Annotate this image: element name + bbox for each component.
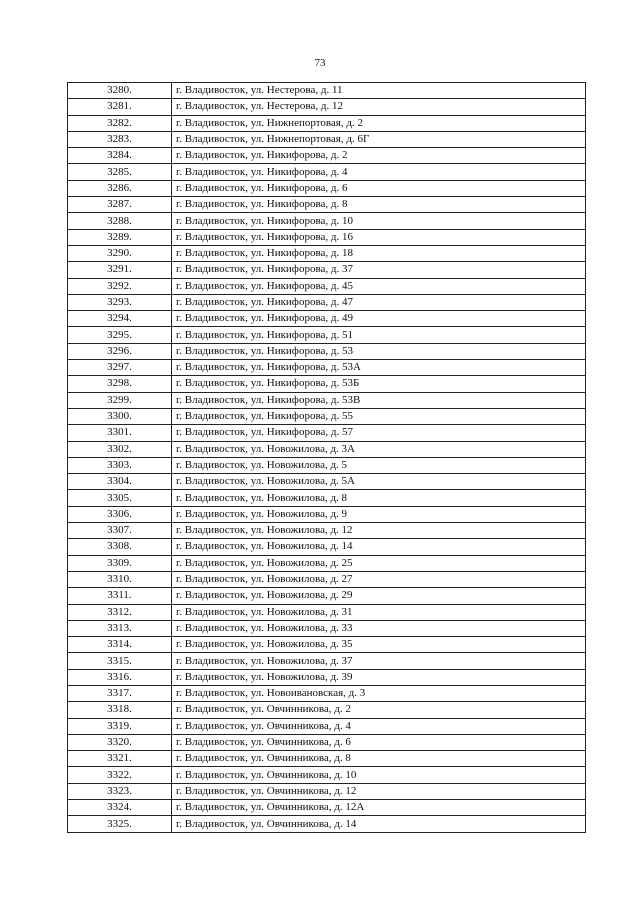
- row-address: г. Владивосток, ул. Овчинникова, д. 6: [172, 734, 586, 750]
- row-address: г. Владивосток, ул. Никифорова, д. 8: [172, 197, 586, 213]
- row-number: 3318.: [68, 702, 172, 718]
- row-address: г. Владивосток, ул. Никифорова, д. 53А: [172, 360, 586, 376]
- row-address: г. Владивосток, ул. Новожилова, д. 9: [172, 506, 586, 522]
- row-address: г. Владивосток, ул. Никифорова, д. 57: [172, 425, 586, 441]
- table-row: [68, 131, 586, 147]
- row-number: 3295.: [68, 327, 172, 343]
- row-address: г. Владивосток, ул. Овчинникова, д. 2: [172, 702, 586, 718]
- table-row: [68, 506, 586, 522]
- table-row: [68, 816, 586, 832]
- table-row: [68, 718, 586, 734]
- row-address: г. Владивосток, ул. Нижнепортовая, д. 2: [172, 115, 586, 131]
- row-address: г. Владивосток, ул. Новожилова, д. 39: [172, 669, 586, 685]
- table-row: [68, 604, 586, 620]
- row-number: 3300.: [68, 408, 172, 424]
- table-row: [68, 637, 586, 653]
- row-address: г. Владивосток, ул. Новожилова, д. 25: [172, 555, 586, 571]
- row-number: 3293.: [68, 294, 172, 310]
- table-row: [68, 99, 586, 115]
- row-address: г. Владивосток, ул. Никифорова, д. 10: [172, 213, 586, 229]
- table-row: [68, 588, 586, 604]
- row-address: г. Владивосток, ул. Никифорова, д. 2: [172, 148, 586, 164]
- row-number: 3309.: [68, 555, 172, 571]
- table-row: [68, 425, 586, 441]
- row-address: г. Владивосток, ул. Новоивановская, д. 3: [172, 685, 586, 701]
- row-number: 3306.: [68, 506, 172, 522]
- row-number: 3291.: [68, 262, 172, 278]
- address-table-body: [68, 83, 586, 833]
- row-address: г. Владивосток, ул. Никифорова, д. 47: [172, 294, 586, 310]
- row-address: г. Владивосток, ул. Новожилова, д. 8: [172, 490, 586, 506]
- table-row: [68, 229, 586, 245]
- row-address: г. Владивосток, ул. Овчинникова, д. 12: [172, 783, 586, 799]
- table-row: [68, 800, 586, 816]
- row-address: г. Владивосток, ул. Овчинникова, д. 12А: [172, 800, 586, 816]
- row-number: 3312.: [68, 604, 172, 620]
- row-number: 3321.: [68, 751, 172, 767]
- row-address: г. Владивосток, ул. Никифорова, д. 51: [172, 327, 586, 343]
- row-address: г. Владивосток, ул. Овчинникова, д. 10: [172, 767, 586, 783]
- table-row: [68, 83, 586, 99]
- row-number: 3286.: [68, 180, 172, 196]
- row-number: 3325.: [68, 816, 172, 832]
- table-row: [68, 213, 586, 229]
- row-address: г. Владивосток, ул. Новожилова, д. 35: [172, 637, 586, 653]
- table-row: [68, 164, 586, 180]
- row-address: г. Владивосток, ул. Новожилова, д. 37: [172, 653, 586, 669]
- row-number: 3307.: [68, 523, 172, 539]
- row-number: 3313.: [68, 620, 172, 636]
- row-address: г. Владивосток, ул. Новожилова, д. 31: [172, 604, 586, 620]
- row-number: 3304.: [68, 474, 172, 490]
- row-address: г. Владивосток, ул. Нижнепортовая, д. 6Г: [172, 131, 586, 147]
- table-row: [68, 523, 586, 539]
- row-address: г. Владивосток, ул. Нестерова, д. 11: [172, 83, 586, 99]
- row-number: 3320.: [68, 734, 172, 750]
- row-address: г. Владивосток, ул. Никифорова, д. 49: [172, 311, 586, 327]
- table-row: [68, 343, 586, 359]
- row-number: 3299.: [68, 392, 172, 408]
- table-row: [68, 653, 586, 669]
- row-address: г. Владивосток, ул. Никифорова, д. 16: [172, 229, 586, 245]
- row-number: 3316.: [68, 669, 172, 685]
- table-row: [68, 245, 586, 261]
- row-address: г. Владивосток, ул. Никифорова, д. 53: [172, 343, 586, 359]
- row-address: г. Владивосток, ул. Овчинникова, д. 4: [172, 718, 586, 734]
- row-address: г. Владивосток, ул. Новожилова, д. 3А: [172, 441, 586, 457]
- table-row: [68, 555, 586, 571]
- row-number: 3317.: [68, 685, 172, 701]
- table-row: [68, 180, 586, 196]
- table-row: [68, 115, 586, 131]
- table-row: [68, 311, 586, 327]
- table-row: [68, 327, 586, 343]
- row-address: г. Владивосток, ул. Новожилова, д. 5А: [172, 474, 586, 490]
- row-number: 3281.: [68, 99, 172, 115]
- table-row: [68, 669, 586, 685]
- row-number: 3283.: [68, 131, 172, 147]
- row-number: 3302.: [68, 441, 172, 457]
- row-address: г. Владивосток, ул. Никифорова, д. 53В: [172, 392, 586, 408]
- row-number: 3290.: [68, 245, 172, 261]
- row-number: 3322.: [68, 767, 172, 783]
- row-number: 3311.: [68, 588, 172, 604]
- row-number: 3284.: [68, 148, 172, 164]
- row-number: 3298.: [68, 376, 172, 392]
- row-number: 3285.: [68, 164, 172, 180]
- row-address: г. Владивосток, ул. Никифорова, д. 55: [172, 408, 586, 424]
- row-address: г. Владивосток, ул. Никифорова, д. 6: [172, 180, 586, 196]
- table-row: [68, 441, 586, 457]
- row-address: г. Владивосток, ул. Новожилова, д. 27: [172, 571, 586, 587]
- row-number: 3280.: [68, 83, 172, 99]
- row-number: 3288.: [68, 213, 172, 229]
- row-number: 3314.: [68, 637, 172, 653]
- row-number: 3319.: [68, 718, 172, 734]
- table-row: [68, 620, 586, 636]
- table-row: [68, 360, 586, 376]
- row-address: г. Владивосток, ул. Новожилова, д. 12: [172, 523, 586, 539]
- table-row: [68, 783, 586, 799]
- table-row: [68, 685, 586, 701]
- row-number: 3315.: [68, 653, 172, 669]
- table-row: [68, 734, 586, 750]
- row-address: г. Владивосток, ул. Новожилова, д. 33: [172, 620, 586, 636]
- row-number: 3296.: [68, 343, 172, 359]
- row-number: 3297.: [68, 360, 172, 376]
- address-table: [67, 82, 586, 833]
- page-number: 73: [314, 57, 326, 69]
- row-address: г. Владивосток, ул. Нестерова, д. 12: [172, 99, 586, 115]
- table-row: [68, 490, 586, 506]
- row-address: г. Владивосток, ул. Никифорова, д. 18: [172, 245, 586, 261]
- table-row: [68, 294, 586, 310]
- row-address: г. Владивосток, ул. Овчинникова, д. 14: [172, 816, 586, 832]
- row-address: г. Владивосток, ул. Никифорова, д. 37: [172, 262, 586, 278]
- row-number: 3310.: [68, 571, 172, 587]
- row-address: г. Владивосток, ул. Новожилова, д. 5: [172, 457, 586, 473]
- table-row: [68, 197, 586, 213]
- table-row: [68, 262, 586, 278]
- row-number: 3308.: [68, 539, 172, 555]
- table-row: [68, 767, 586, 783]
- table-row: [68, 278, 586, 294]
- table-row: [68, 376, 586, 392]
- table-row: [68, 474, 586, 490]
- row-number: 3324.: [68, 800, 172, 816]
- row-address: г. Владивосток, ул. Новожилова, д. 14: [172, 539, 586, 555]
- row-number: 3303.: [68, 457, 172, 473]
- table-row: [68, 408, 586, 424]
- row-address: г. Владивосток, ул. Никифорова, д. 4: [172, 164, 586, 180]
- row-number: 3301.: [68, 425, 172, 441]
- row-number: 3289.: [68, 229, 172, 245]
- table-row: [68, 539, 586, 555]
- table-row: [68, 702, 586, 718]
- row-address: г. Владивосток, ул. Никифорова, д. 45: [172, 278, 586, 294]
- row-number: 3287.: [68, 197, 172, 213]
- row-number: 3282.: [68, 115, 172, 131]
- row-number: 3294.: [68, 311, 172, 327]
- table-row: [68, 571, 586, 587]
- row-address: г. Владивосток, ул. Никифорова, д. 53Б: [172, 376, 586, 392]
- row-number: 3323.: [68, 783, 172, 799]
- table-row: [68, 751, 586, 767]
- table-row: [68, 148, 586, 164]
- row-number: 3305.: [68, 490, 172, 506]
- row-address: г. Владивосток, ул. Новожилова, д. 29: [172, 588, 586, 604]
- table-row: [68, 457, 586, 473]
- table-row: [68, 392, 586, 408]
- row-address: г. Владивосток, ул. Овчинникова, д. 8: [172, 751, 586, 767]
- row-number: 3292.: [68, 278, 172, 294]
